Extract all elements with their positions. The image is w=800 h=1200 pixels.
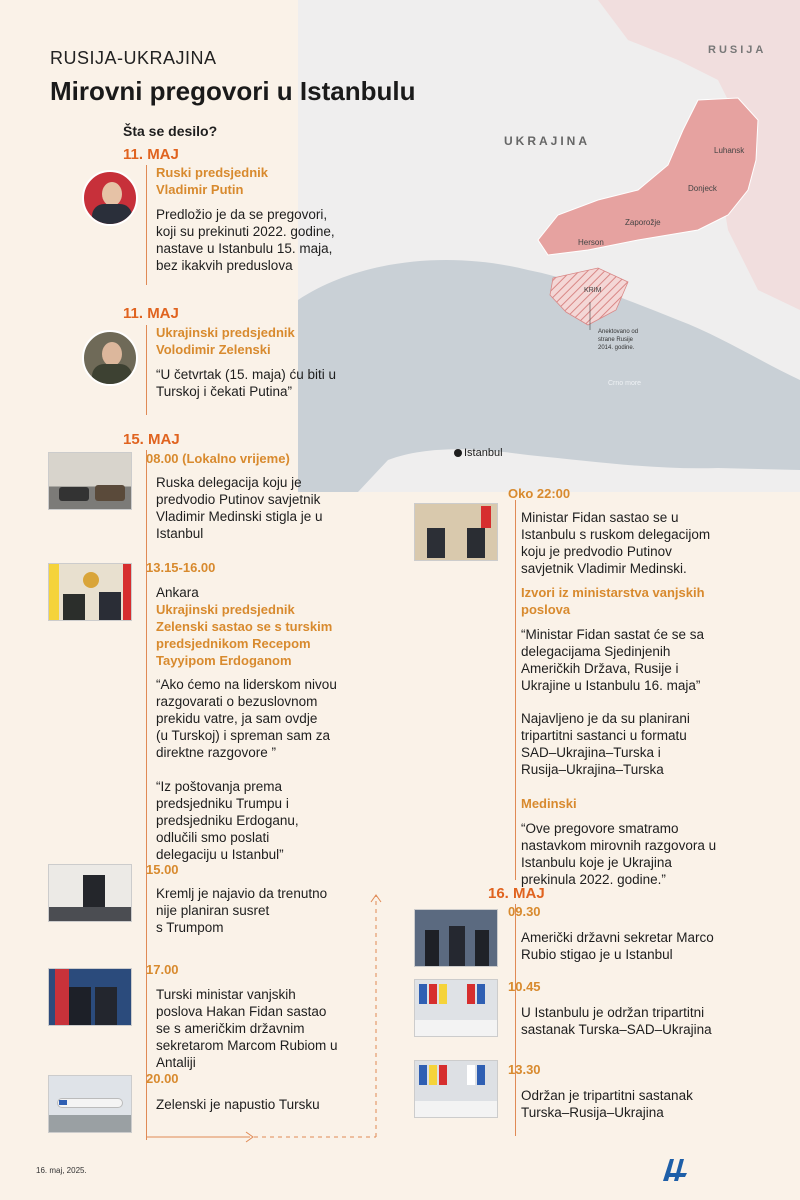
r6-time: 13.30 bbox=[508, 1062, 541, 1077]
e2-text: “U četvrtak (15. maja) ću biti u Turskoj i čekati Putina” bbox=[156, 367, 337, 399]
photo-zelensky-erdogan bbox=[48, 563, 132, 621]
photo-plane bbox=[48, 1075, 132, 1133]
label-zaporozje: Zaporožje bbox=[625, 218, 661, 227]
date-11-maj-1: 11. MAJ bbox=[123, 146, 179, 163]
e1-text: Predložio je da se pregovori, koji su prekinuti 2022. godine, nastave u Istanbulu 15. maja, bez ikakvih preduslova bbox=[156, 207, 335, 273]
annex-note: Anektovano od strane Rusije 2014. godine. bbox=[598, 329, 639, 351]
photo-fidan-rubio bbox=[48, 968, 132, 1026]
r3-who: Medinski bbox=[521, 796, 577, 811]
subtitle: Šta se desilo? bbox=[123, 123, 218, 139]
photo-delegation-arrival bbox=[48, 452, 132, 510]
date-16-maj: 16. MAJ bbox=[488, 885, 545, 902]
label-krim: KRIM bbox=[584, 287, 602, 294]
map-svg bbox=[298, 0, 800, 492]
zelensky-photo bbox=[82, 330, 138, 386]
e5-time: 15.00 bbox=[146, 862, 179, 877]
label-donjeck: Donjeck bbox=[688, 184, 717, 193]
date-11-maj-2: 11. MAJ bbox=[123, 305, 179, 322]
timeline-line-right-2 bbox=[515, 904, 516, 1136]
e3-text: Ruska delegacija koju je predvodio Putinov savjetnik Vladimir Medinski stigla je u Istanbul bbox=[156, 475, 323, 541]
e1-who: Ruski predsjednik Vladimir Putin bbox=[156, 165, 268, 197]
timeline-line-right-1 bbox=[515, 500, 516, 880]
e6-time: 17.00 bbox=[146, 962, 179, 977]
date-15-maj: 15. MAJ bbox=[123, 431, 180, 448]
e4-quote1: “Ako ćemo na liderskom nivou razgovarati o bezuslovnom prekidu vatre, ja sam ovdje (u Turskoj) i spreman sam za direktne razgovore ” bbox=[156, 677, 337, 760]
r1-text: Ministar Fidan sastao se u Istanbulu s ruskom delegacijom koju je predvodio Putinov savjetnik Vladimir Medinski. bbox=[521, 510, 711, 576]
timeline-line-1 bbox=[146, 165, 147, 285]
r4-text: Američki državni sekretar Marco Rubio stigao je u Istanbul bbox=[521, 930, 714, 962]
r1-time: Oko 22:00 bbox=[508, 486, 571, 501]
timeline-line-2 bbox=[146, 325, 147, 415]
e2-who: Ukrajinski predsjednik Volodimir Zelenski bbox=[156, 325, 295, 357]
e5-text: Kremlj je najavio da trenutno nije planiran susret s Trumpom bbox=[156, 886, 328, 935]
map bbox=[298, 0, 800, 492]
e4-time: 13.15-16.00 bbox=[146, 560, 216, 575]
photo-rubio-arrival bbox=[414, 909, 498, 967]
r3-quote: “Ove pregovore smatramo nastavkom mirovnih razgovora u Istanbulu koje je Ukrajina prekinula 2022. godine.” bbox=[521, 821, 717, 887]
aa-logo-icon bbox=[660, 1155, 690, 1183]
photo-tripartite-us bbox=[414, 979, 498, 1037]
r5-time: 10.45 bbox=[508, 979, 541, 994]
e4-place: Ankara bbox=[156, 585, 199, 600]
photo-fidan-medinski bbox=[414, 503, 498, 561]
r2-who: Izvori iz ministarstva vanjskih poslova bbox=[521, 585, 705, 617]
e4-quote2: “Iz poštovanja prema predsjedniku Trumpu i predsjedniku Erdoganu, odlučili smo poslati delegaciju u Istanbul” bbox=[156, 779, 299, 862]
e6-text: Turski ministar vanjskih poslova Hakan Fidan sastao se s američkim državnim sekretarom Marcom Rubiom u Antaliji bbox=[156, 987, 338, 1070]
r2-quote: “Ministar Fidan sastat će se sa delegacijama Sjedinjenih Američkih Država, Rusije i Ukrajine u Istanbulu 16. maja” bbox=[521, 627, 705, 693]
e7-text: Zelenski je napustio Tursku bbox=[156, 1097, 320, 1112]
page-title: Mirovni pregovori u Istanbulu bbox=[50, 76, 416, 106]
label-luhansk: Luhansk bbox=[714, 146, 745, 155]
label-ukraine: UKRAJINA bbox=[504, 134, 591, 148]
label-sea: Crno more bbox=[608, 380, 642, 387]
r5-text: U Istanbulu je održan tripartitni sastanak Turska–SAD–Ukrajina bbox=[521, 1005, 712, 1037]
photo-kremlin bbox=[48, 864, 132, 922]
e7-time: 20.00 bbox=[146, 1071, 179, 1086]
photo-tripartite-russia bbox=[414, 1060, 498, 1118]
e3-time: 08.00 (Lokalno vrijeme) bbox=[146, 451, 290, 466]
label-herson: Herson bbox=[578, 238, 604, 247]
r2-text: Najavljeno je da su planirani tripartitni sastanci u formatu SAD–Ukrajina–Turska i Rusija–Ukrajina–Turska bbox=[521, 711, 690, 777]
r6-text: Održan je tripartitni sastanak Turska–Rusija–Ukrajina bbox=[521, 1088, 693, 1120]
e4-who: Ukrajinski predsjednik Zelenski sastao se s turskim predsjednikom Recepom Tayyipom Erdoganom bbox=[156, 602, 333, 668]
footer-date: 16. maj, 2025. bbox=[36, 1166, 87, 1175]
kicker: RUSIJA-UKRAJINA bbox=[50, 48, 217, 68]
istanbul-dot bbox=[454, 449, 462, 457]
putin-photo bbox=[82, 170, 138, 226]
label-istanbul: Istanbul bbox=[464, 447, 503, 459]
label-russia: RUSIJA bbox=[708, 44, 767, 56]
r4-time: 09.30 bbox=[508, 904, 541, 919]
